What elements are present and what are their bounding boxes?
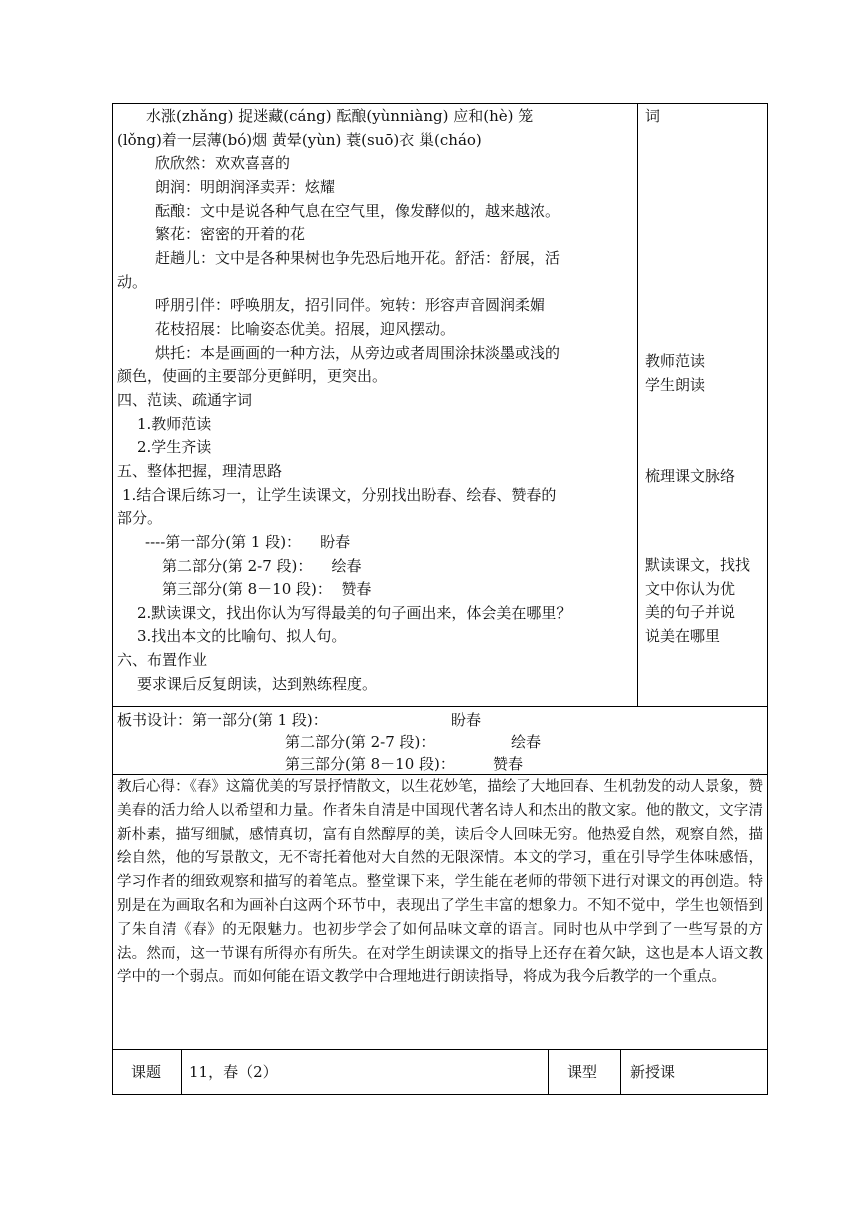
vocab-line: (lǒng)着一层薄(bó)烟 黄晕(yùn) 蓑(suō)衣 巢(cháo) <box>117 131 482 149</box>
vocab-definition: 呼朋引伴：呼唤朋友，招引同伴。宛转：形容声音圆润柔媚 <box>155 296 546 314</box>
side-note: 梳理课文脉络 <box>645 467 736 485</box>
list-item: 2.默读课文，找出你认为写得最美的句子画出来，体会美在哪里？ <box>137 604 572 622</box>
vocab-definition: 花枝招展：比喻姿态优美。招展，迎风摆动。 <box>155 320 456 338</box>
list-item: 1.结合课后练习一，让学生读课文，分别找出盼春、绘春、赞春的 <box>122 486 557 504</box>
vocab-line: 水涨(zhǎng) 捉迷藏(cáng) 酝酿(yùnniàng) 应和(hè) 笼 <box>146 107 534 125</box>
vocab-definition: 欣欣然：欢欢喜喜的 <box>155 154 291 172</box>
footer-divider-1 <box>181 1049 182 1095</box>
board-part: 第二部分(第 2-7 段)： <box>285 733 436 751</box>
vocab-definition: 颜色，使画的主要部分更鲜明，更突出。 <box>117 367 388 385</box>
list-item: 部分。 <box>117 509 163 527</box>
column-divider <box>637 103 638 706</box>
board-value: 盼春 <box>451 711 482 729</box>
list-item: 3.找出本文的比喻句、拟人句。 <box>137 627 347 645</box>
reflection-text: 教后心得：《春》这篇优美的写景抒情散文，以生花妙笔，描绘了大地回春、生机勃发的动人景象，赞美春的活力给人以希望和力量。作者朱自清是中国现代著名诗人和杰出的散文家。他的散文，文字清新朴素，描写细腻，感情真切，富有自然醇厚的美，读后令人回味无穷。他热爱自然，观察自然，描绘自然，他的写景散文，无不寄托着他对大自然的无限深情。本文的学习，重在引导学生体味感悟，学习作者的细致观察和描写的着笔点。整堂课下来，学生能在老师的带领下进行对课文的再创造。特别是在为画取名和为画补白这两个环节中，表现出了学生丰富的想象力。不知不觉中，学生也领悟到了朱自清《春》的无限魅力。也初步学会了如何品味文章的语言。同时也从中学到了一些写景的方法。然而，这一节课有所得亦有所失。在对学生朗读课文的指导上还存在着欠缺，这也是本人语文教学中的一个弱点。而如何能在语文教学中合理地进行朗读指导，将成为我今后教学的一个重点。 <box>117 779 763 986</box>
outline-part: ----第一部分(第 1 段)： 盼春 <box>145 533 351 551</box>
vocab-definition: 赶趟儿：文中是各种果树也争先恐后地开花。舒活：舒展，活 <box>155 249 561 267</box>
board-value: 绘春 <box>511 733 542 751</box>
outline-part: 第二部分(第 2-7 段)： 绘春 <box>162 557 362 575</box>
type-label: 课型 <box>567 1063 598 1081</box>
board-part: 第三部分(第 8－10 段)： <box>285 755 455 773</box>
side-note: 词 <box>645 107 661 125</box>
topic-label: 课题 <box>131 1063 162 1081</box>
section-heading: 五、整体把握，理清思路 <box>117 462 283 480</box>
vocab-definition: 繁花：密密的开着的花 <box>155 225 306 243</box>
side-note: 文中你认为优 <box>645 580 736 598</box>
outline-part: 第三部分(第 8－10 段)： 赞春 <box>162 580 372 598</box>
row-divider-footer <box>112 1049 768 1050</box>
vocab-definition: 烘托：本是画画的一种方法，从旁边或者周围涂抹淡墨或浅的 <box>155 344 561 362</box>
side-note: 美的句子并说 <box>645 603 736 621</box>
side-note: 教师范读 <box>645 352 706 370</box>
board-label: 板书设计：第一部分(第 1 段)： <box>117 711 328 729</box>
section-heading: 四、范读、疏通字词 <box>117 391 253 409</box>
side-note: 学生朗读 <box>645 376 706 394</box>
list-item: 1.教师范读 <box>137 415 212 433</box>
side-note: 说美在哪里 <box>645 627 721 645</box>
vocab-definition: 朗润：明朗润泽卖弄：炫耀 <box>155 178 336 196</box>
topic-value: 11，春（2） <box>189 1063 278 1081</box>
list-item: 2.学生齐读 <box>137 438 212 456</box>
row-divider-board <box>112 706 768 707</box>
vocab-definition: 动。 <box>117 273 148 291</box>
type-value: 新授课 <box>630 1063 676 1081</box>
section-heading: 六、布置作业 <box>117 651 208 669</box>
side-note: 默读课文，找找 <box>645 556 751 574</box>
footer-divider-3 <box>620 1049 621 1095</box>
vocab-definition: 酝酿：文中是说各种气息在空气里，像发酵似的，越来越浓。 <box>155 202 561 220</box>
list-item: 要求课后反复朗读，达到熟练程度。 <box>137 675 378 693</box>
board-value: 赞春 <box>493 755 524 773</box>
footer-divider-2 <box>548 1049 549 1095</box>
